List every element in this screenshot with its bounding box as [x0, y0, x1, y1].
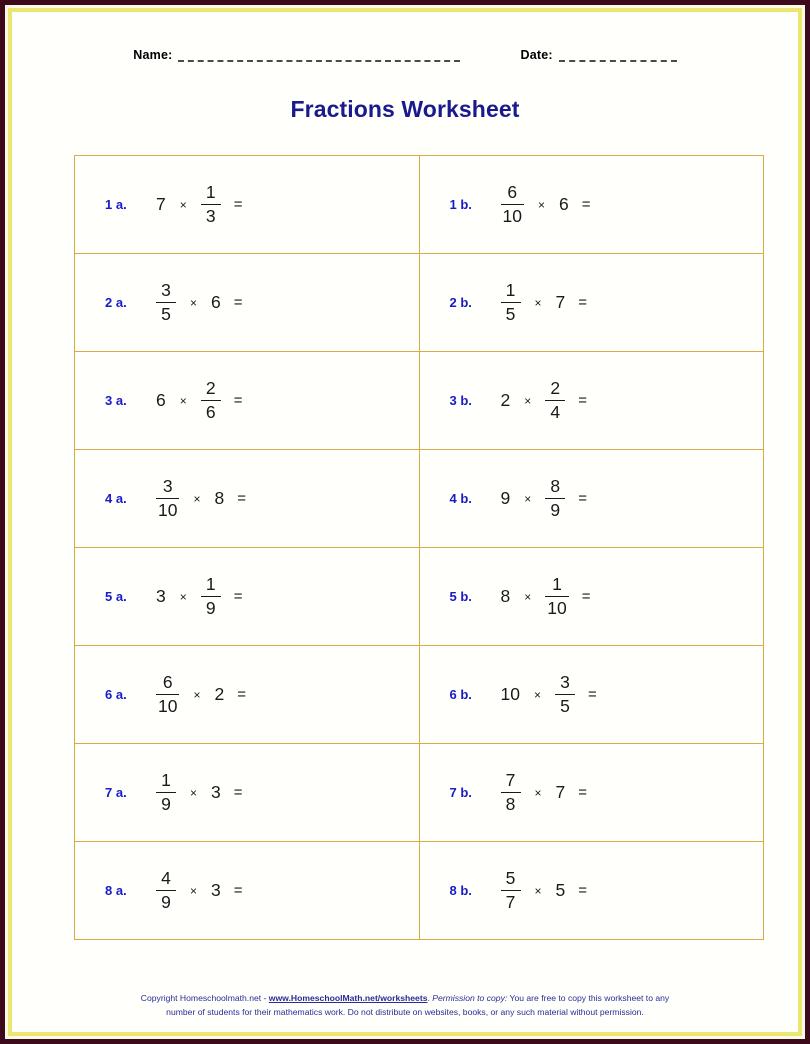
fraction-left — [494, 869, 528, 912]
multiplication-sign: × — [524, 393, 532, 408]
problem-label: 6 a. — [105, 687, 127, 702]
fraction-denominator: 6 — [205, 402, 216, 422]
equals-sign: = — [578, 882, 588, 899]
fraction-right — [538, 477, 572, 520]
problem-cell[interactable] — [75, 646, 420, 744]
problem-expression — [105, 869, 419, 912]
fraction-numerator: 1 — [205, 182, 216, 203]
fraction-denominator: 4 — [550, 402, 561, 422]
fraction-bar — [501, 890, 521, 891]
fraction-numerator: 6 — [162, 672, 173, 693]
problem-row — [75, 450, 764, 548]
whole-number-left: 9 — [500, 487, 511, 508]
equals-sign: = — [233, 882, 243, 899]
fraction-numerator: 4 — [161, 868, 171, 889]
problem-label: 1 b. — [449, 197, 472, 212]
fraction-numerator: 1 — [505, 280, 516, 301]
fraction-denominator: 8 — [505, 794, 516, 814]
problem-label: 5 a. — [105, 589, 127, 604]
problem-expression — [105, 477, 419, 520]
problem-expression — [105, 673, 419, 716]
whole-number-right: 3 — [211, 879, 221, 900]
fraction-right — [548, 673, 582, 716]
equals-sign: = — [237, 686, 246, 703]
answer-blank[interactable] — [593, 880, 683, 902]
fraction-numerator: 3 — [161, 280, 171, 301]
problem-label: 6 b. — [449, 687, 472, 702]
fraction-numerator: 8 — [550, 476, 561, 497]
multiplication-sign: × — [534, 295, 542, 310]
fraction-right — [194, 379, 228, 422]
equals-sign: = — [581, 196, 591, 213]
equals-sign: = — [587, 686, 597, 703]
problem-cell[interactable] — [419, 352, 764, 450]
fraction-bar — [156, 792, 176, 793]
problem-cell[interactable] — [75, 548, 420, 646]
whole-number-left: 7 — [156, 193, 166, 214]
answer-blank[interactable] — [252, 488, 342, 510]
whole-number-right: 3 — [211, 781, 221, 802]
problem-expression — [450, 673, 764, 716]
fraction-numerator: 1 — [205, 574, 216, 595]
multiplication-sign: × — [537, 197, 545, 212]
equals-sign: = — [578, 490, 588, 507]
multiplication-sign: × — [179, 589, 187, 604]
problem-cell[interactable] — [419, 646, 764, 744]
problem-row — [75, 744, 764, 842]
fraction-denominator: 9 — [550, 500, 561, 520]
fraction-left — [494, 183, 531, 226]
multiplication-sign: × — [193, 491, 201, 506]
whole-number-right: 8 — [214, 487, 225, 508]
date-input-line[interactable] — [559, 51, 677, 62]
problem-cell[interactable] — [75, 352, 420, 450]
fraction-left — [149, 281, 183, 324]
problem-expression — [450, 771, 764, 814]
problem-expression — [450, 379, 764, 422]
problem-expression — [450, 281, 764, 324]
multiplication-sign: × — [179, 393, 187, 408]
equals-sign: = — [581, 588, 591, 605]
answer-blank[interactable] — [252, 684, 342, 706]
whole-number-left: 3 — [156, 585, 166, 606]
worksheet-paper — [12, 12, 798, 1032]
problems-table-body — [75, 156, 764, 940]
problem-cell[interactable] — [419, 156, 764, 254]
name-date-row — [12, 48, 798, 62]
problem-label: 7 b. — [449, 785, 472, 800]
problems-table — [74, 155, 764, 940]
fraction-left — [149, 771, 183, 814]
problem-label: 8 a. — [105, 883, 127, 898]
fraction-numerator: 1 — [161, 770, 171, 791]
fraction-left — [149, 869, 183, 912]
name-label: Name: — [133, 48, 173, 62]
whole-number-right: 2 — [214, 683, 225, 704]
fraction-numerator: 7 — [505, 770, 516, 791]
fraction-numerator: 2 — [550, 378, 561, 399]
problem-expression — [105, 379, 419, 422]
fraction-left — [149, 477, 186, 520]
answer-blank[interactable] — [249, 292, 339, 314]
problem-label: 2 b. — [449, 295, 472, 310]
problem-row — [75, 156, 764, 254]
fraction-numerator: 1 — [552, 574, 562, 595]
fraction-denominator: 7 — [505, 892, 516, 912]
problem-cell[interactable] — [75, 254, 420, 352]
equals-sign: = — [233, 588, 243, 605]
problem-expression — [450, 183, 764, 226]
problem-expression — [450, 477, 764, 520]
fraction-bar — [545, 596, 568, 597]
equals-sign: = — [233, 784, 243, 801]
page-title: Fractions Worksheet — [290, 96, 520, 122]
multiplication-sign: × — [533, 687, 541, 702]
multiplication-sign: × — [534, 883, 542, 898]
fraction-bar — [156, 890, 176, 891]
problem-label: 4 a. — [105, 491, 127, 506]
problem-expression — [105, 771, 419, 814]
footer-line1-mid: . — [427, 993, 433, 1004]
multiplication-sign: × — [179, 197, 187, 212]
answer-blank[interactable] — [249, 390, 339, 412]
fraction-denominator: 10 — [158, 696, 178, 716]
answer-blank[interactable] — [249, 880, 339, 902]
fraction-denominator: 5 — [560, 696, 570, 716]
answer-blank[interactable] — [593, 782, 683, 804]
multiplication-sign: × — [190, 785, 198, 800]
whole-number-right: 5 — [555, 879, 566, 900]
answer-blank[interactable] — [249, 782, 339, 804]
problem-row — [75, 548, 764, 646]
problem-cell[interactable] — [75, 842, 420, 940]
fraction-numerator: 6 — [507, 182, 518, 203]
fraction-numerator: 2 — [205, 378, 216, 399]
fraction-denominator: 10 — [502, 206, 522, 226]
answer-blank[interactable] — [249, 586, 339, 608]
answer-blank[interactable] — [593, 390, 683, 412]
fraction-bar — [545, 400, 565, 401]
problem-cell[interactable] — [75, 744, 420, 842]
fraction-bar — [545, 498, 565, 499]
fraction-bar — [156, 498, 179, 499]
problem-label: 7 a. — [105, 785, 127, 800]
fraction-bar — [201, 204, 221, 205]
equals-sign: = — [578, 294, 588, 311]
footer-line-1 — [12, 992, 798, 1005]
problem-label: 8 b. — [449, 883, 472, 898]
name-input-line[interactable] — [178, 51, 460, 62]
problem-expression — [450, 575, 764, 618]
fraction-denominator: 9 — [161, 794, 171, 814]
fraction-left — [149, 673, 186, 716]
equals-sign: = — [237, 490, 246, 507]
fraction-left — [494, 771, 528, 814]
problem-cell[interactable] — [419, 548, 764, 646]
fraction-left — [494, 281, 528, 324]
footer-line-2: number of students for their mathematics work. Do not distribute on websites, books, or any such material without permission. — [166, 1006, 644, 1017]
fraction-bar — [156, 302, 176, 303]
answer-blank[interactable] — [593, 292, 683, 314]
fraction-bar — [501, 792, 521, 793]
date-label: Date: — [520, 48, 553, 62]
whole-number-right: 7 — [555, 291, 566, 312]
fraction-denominator: 9 — [205, 598, 216, 618]
fraction-right — [538, 379, 572, 422]
fraction-denominator: 10 — [547, 598, 567, 618]
footer-copyright — [12, 992, 798, 1019]
multiplication-sign: × — [524, 589, 532, 604]
equals-sign: = — [233, 196, 243, 213]
fraction-denominator: 5 — [161, 304, 171, 324]
footer-permission-label: Permission to copy: — [432, 993, 508, 1004]
problem-cell[interactable] — [75, 156, 420, 254]
problem-row — [75, 254, 764, 352]
problem-cell[interactable] — [419, 744, 764, 842]
fraction-bar — [501, 204, 524, 205]
fraction-denominator: 10 — [158, 500, 178, 520]
whole-number-right: 7 — [555, 781, 566, 802]
fraction-right — [538, 575, 575, 618]
multiplication-sign: × — [190, 883, 198, 898]
footer-website-link[interactable]: www.HomeschoolMath.net/worksheets — [268, 993, 428, 1004]
equals-sign: = — [578, 784, 588, 801]
problem-label: 5 b. — [449, 589, 472, 604]
footer-copyright-prefix: Copyright Homeschoolmath.net - — [140, 993, 269, 1004]
whole-number-left: 8 — [500, 585, 511, 606]
answer-blank[interactable] — [603, 684, 693, 706]
problem-row — [75, 352, 764, 450]
equals-sign: = — [233, 294, 243, 311]
fraction-numerator: 3 — [560, 672, 570, 693]
footer-line1-post: You are free to copy this worksheet to any — [507, 993, 670, 1004]
whole-number-right: 6 — [211, 291, 221, 312]
fraction-denominator: 3 — [205, 206, 216, 226]
fraction-numerator: 5 — [505, 868, 516, 889]
problem-expression — [105, 183, 419, 226]
fraction-numerator: 3 — [162, 476, 173, 497]
equals-sign: = — [578, 392, 588, 409]
fraction-bar — [501, 302, 521, 303]
whole-number-left: 6 — [156, 389, 166, 410]
problem-expression — [105, 281, 419, 324]
page-frame-khaki — [8, 8, 802, 1036]
multiplication-sign: × — [534, 785, 542, 800]
fraction-denominator: 5 — [505, 304, 516, 324]
problem-label: 4 b. — [449, 491, 472, 506]
problem-label: 2 a. — [105, 295, 127, 310]
problem-expression — [450, 869, 764, 912]
problem-row — [75, 842, 764, 940]
answer-blank[interactable] — [249, 194, 339, 216]
problem-row — [75, 646, 764, 744]
fraction-bar — [555, 694, 575, 695]
whole-number-left: 2 — [500, 389, 511, 410]
answer-blank[interactable] — [596, 586, 686, 608]
problem-label: 3 b. — [449, 393, 472, 408]
fraction-bar — [156, 694, 179, 695]
problem-label: 1 a. — [105, 197, 127, 212]
problem-label: 3 a. — [105, 393, 127, 408]
whole-number-right: 6 — [558, 193, 569, 214]
answer-blank[interactable] — [596, 194, 686, 216]
multiplication-sign: × — [193, 687, 201, 702]
answer-blank[interactable] — [593, 488, 683, 510]
fraction-right — [194, 575, 228, 618]
multiplication-sign: × — [190, 295, 198, 310]
whole-number-left: 10 — [500, 683, 520, 704]
fraction-bar — [201, 400, 221, 401]
problem-cell[interactable] — [75, 450, 420, 548]
multiplication-sign: × — [524, 491, 532, 506]
problem-expression — [105, 575, 419, 618]
fraction-denominator: 9 — [161, 892, 171, 912]
fraction-bar — [201, 596, 221, 597]
fraction-right — [194, 183, 228, 226]
page-frame-cream — [5, 5, 805, 1039]
problem-cell[interactable] — [419, 450, 764, 548]
problem-cell[interactable] — [419, 254, 764, 352]
problem-cell[interactable] — [419, 842, 764, 940]
equals-sign: = — [233, 392, 243, 409]
